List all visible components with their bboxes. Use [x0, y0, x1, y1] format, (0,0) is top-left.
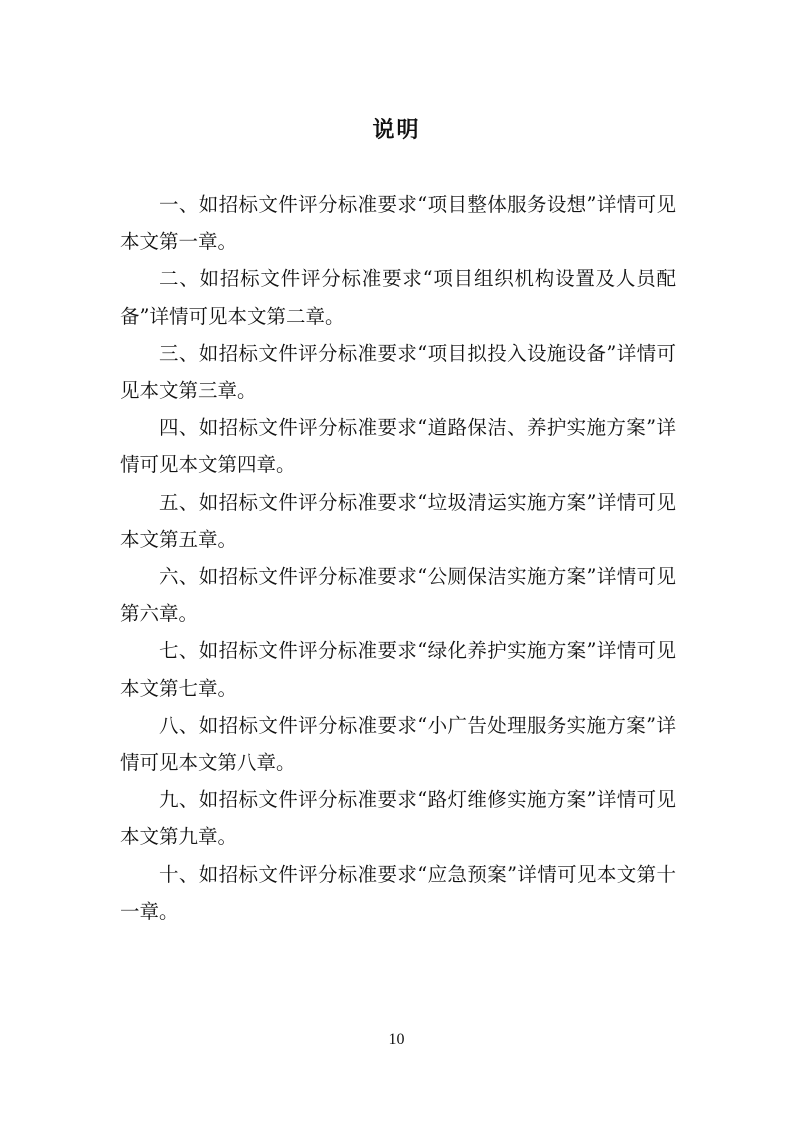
paragraph-3: 三、如招标文件评分标准要求“项目拟投入设施设备”详情可见本文第三章。: [120, 341, 676, 403]
page-title: 说明: [372, 117, 421, 143]
paragraph-1: 一、如招标文件评分标准要求“项目整体服务设想”详情可见本文第一章。: [120, 193, 676, 254]
paragraph-4: 四、如招标文件评分标准要求“道路保洁、养护实施方案”详情可见本文第四章。: [120, 416, 676, 477]
document-body: [120, 186, 676, 930]
paragraph-10: 十、如招标文件评分标准要求“应急预案”详情可见本文第十一章。: [120, 862, 676, 923]
page-number: 10: [388, 1031, 405, 1048]
paragraph-9: 九、如招标文件评分标准要求“路灯维修实施方案”详情可见本文第九章。: [120, 788, 676, 849]
paragraph-2: 二、如招标文件评分标准要求“项目组织机构设置及人员配备”详情可见本文第二章。: [120, 267, 676, 328]
paragraph-7: 七、如招标文件评分标准要求“绿化养护实施方案”详情可见本文第七章。: [120, 639, 676, 700]
paragraph-8: 八、如招标文件评分标准要求“小广告处理服务实施方案”详情可见本文第八章。: [120, 713, 676, 775]
paragraph-6: 六、如招标文件评分标准要求“公厕保洁实施方案”详情可见第六章。: [120, 565, 676, 626]
paragraph-5: 五、如招标文件评分标准要求“垃圾清运实施方案”详情可见本文第五章。: [120, 490, 676, 551]
